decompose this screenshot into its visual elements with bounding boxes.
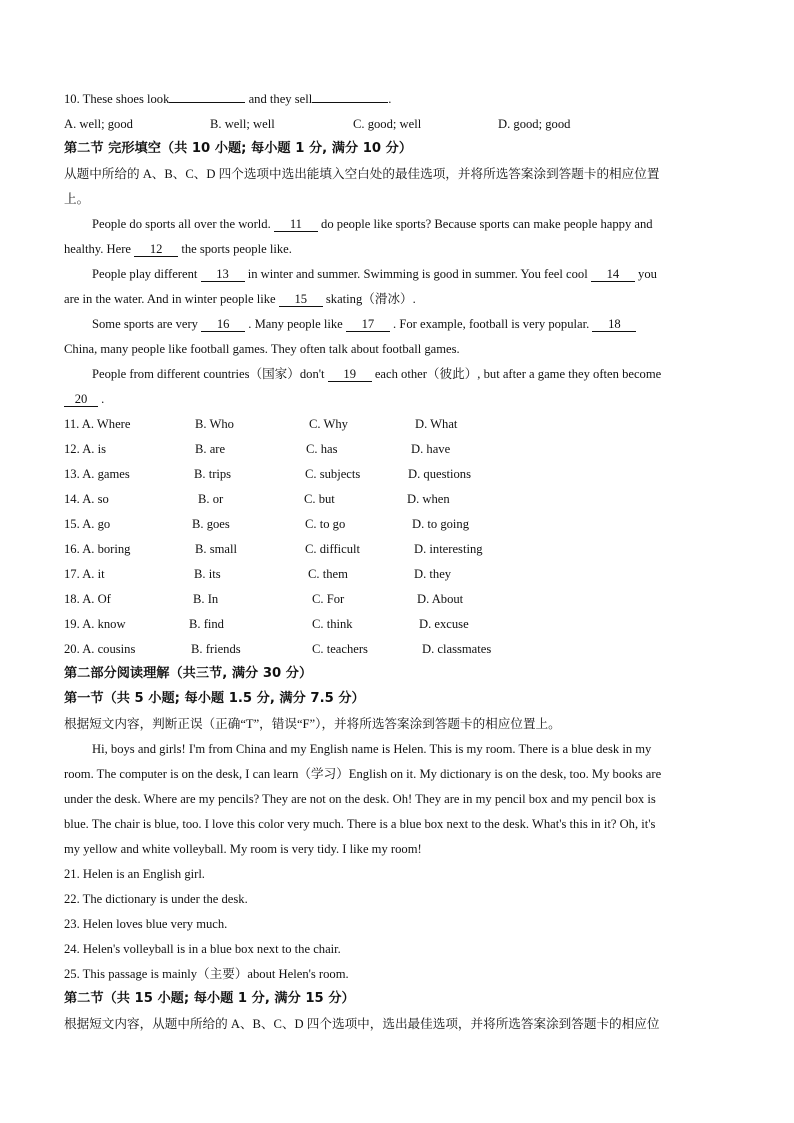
section-heading: 第一节（共 5 小题; 每小题 1.5 分, 满分 7.5 分） <box>64 691 365 706</box>
option-b: B. In <box>193 592 219 606</box>
option-d: D. interesting <box>414 542 483 556</box>
option-a: 11. A. Where <box>64 417 131 431</box>
option-d: D. questions <box>408 467 471 481</box>
section-heading: 第二节（共 15 小题; 每小题 1 分, 满分 15 分） <box>64 991 355 1006</box>
text-segment: healthy. Here <box>64 242 132 256</box>
blank-19: 19 <box>328 367 372 382</box>
statement-23: 23. Helen loves blue very much. <box>64 917 228 931</box>
option-a: 13. A. games <box>64 467 130 481</box>
blank-18: 18 <box>592 317 636 332</box>
option-a: 20. A. cousins <box>64 642 136 656</box>
option-d: D. About <box>417 592 464 606</box>
stem-text: . <box>388 92 392 106</box>
option-c: C. subjects <box>305 467 361 481</box>
text-segment: the sports people like. <box>181 242 292 256</box>
cloze-line <box>92 316 636 332</box>
option-c: C. think <box>312 617 353 631</box>
cloze-line <box>64 241 292 257</box>
option-b: B. goes <box>192 517 230 531</box>
option-c: C. has <box>306 442 338 456</box>
option-d: D. when <box>407 492 450 506</box>
statement-21: 21. Helen is an English girl. <box>64 867 205 881</box>
option-d: D. excuse <box>419 617 469 631</box>
option-c: C. good; well <box>353 117 422 131</box>
option-c: C. teachers <box>312 642 368 656</box>
option-c: C. Why <box>309 417 348 431</box>
cloze-line <box>92 266 657 282</box>
passage-line: my yellow and white volleyball. My room is very tidy. I like my room! <box>64 842 422 856</box>
blank-11: 11 <box>274 217 318 232</box>
cloze-line <box>64 291 416 307</box>
text-segment: each other（彼此）, but after a game they often become <box>374 367 662 381</box>
option-b: B. well; well <box>210 117 275 131</box>
option-b: B. Who <box>195 417 234 431</box>
text-segment: are in the water. And in winter people like <box>64 292 276 306</box>
option-b: B. are <box>195 442 226 456</box>
option-c: C. difficult <box>305 542 361 556</box>
blank-15: 15 <box>279 292 323 307</box>
passage-line: Hi, boys and girls! I'm from China and my English name is Helen. This is my room. There is a blue desk in my <box>92 742 652 756</box>
text-segment: Some sports are very <box>92 317 198 331</box>
stem-text: 10. These shoes look <box>64 92 170 106</box>
text-segment: . <box>101 392 105 406</box>
blank-13: 13 <box>201 267 245 282</box>
option-d: D. classmates <box>422 642 492 656</box>
option-a: 19. A. know <box>64 617 126 631</box>
option-b: B. its <box>194 567 221 581</box>
section-heading: 第二节 完形填空（共 10 小题; 每小题 1 分, 满分 10 分） <box>64 141 413 156</box>
cloze-line: China, many people like football games. They often talk about football games. <box>64 342 460 356</box>
text-segment: . For example, football is very popular. <box>393 317 590 331</box>
option-a: A. well; good <box>64 117 133 131</box>
part-heading: 第二部分阅读理解（共三节, 满分 30 分） <box>64 666 313 681</box>
option-a: 16. A. boring <box>64 542 131 556</box>
text-segment: People from different countries（国家）don't <box>92 367 325 381</box>
option-b: B. small <box>195 542 237 556</box>
option-d: D. they <box>414 567 452 581</box>
text-segment: People do sports all over the world. <box>92 217 271 231</box>
blank-17: 17 <box>346 317 390 332</box>
statement-24: 24. Helen's volleyball is in a blue box next to the chair. <box>64 942 341 956</box>
text-segment: . Many people like <box>248 317 343 331</box>
blank-12: 12 <box>134 242 178 257</box>
text-segment: do people like sports? Because sports can make people happy and <box>321 217 653 231</box>
cloze-line <box>64 391 104 407</box>
blank-20: 20 <box>64 392 98 407</box>
option-d: D. to going <box>412 517 470 531</box>
option-b: B. trips <box>194 467 232 481</box>
text-segment: skating（滑冰）. <box>325 292 416 306</box>
question-10-stem <box>64 91 391 107</box>
text-segment: you <box>638 267 657 281</box>
section-instruction: 根据短文内容，判断正误（正确“T”，错误“F”），并将所选答案涂到答题卡的相应位置上。 <box>64 717 561 731</box>
text-segment: People play different <box>92 267 198 281</box>
cloze-line <box>92 366 661 382</box>
option-c: C. but <box>304 492 335 506</box>
option-b: B. find <box>189 617 224 631</box>
cloze-line <box>92 216 653 232</box>
text-segment: in winter and summer. Swimming is good in summer. You feel cool <box>247 267 588 281</box>
blank-16: 16 <box>201 317 245 332</box>
statement-25: 25. This passage is mainly（主要）about Helen's room. <box>64 967 349 981</box>
option-d: D. have <box>411 442 451 456</box>
answer-blank <box>312 102 388 103</box>
statement-22: 22. The dictionary is under the desk. <box>64 892 248 906</box>
option-a: 18. A. Of <box>64 592 111 606</box>
section-instruction: 上。 <box>64 192 90 206</box>
section-instruction: 从题中所给的 A、B、C、D 四个选项中选出能填入空白处的最佳选项，并将所选答案涂到答题卡的相应位置 <box>64 167 660 181</box>
option-a: 15. A. go <box>64 517 111 531</box>
option-b: B. friends <box>191 642 241 656</box>
passage-line: room. The computer is on the desk, I can learn（学习）English on it. My dictionary is on the desk, too. My books are <box>64 767 662 781</box>
option-d: D. good; good <box>498 117 571 131</box>
option-c: C. to go <box>305 517 346 531</box>
passage-line: under the desk. Where are my pencils? They are not on the desk. Oh! They are in my pencil box and my pencil box is <box>64 792 656 806</box>
option-c: C. them <box>308 567 348 581</box>
option-a: 12. A. is <box>64 442 106 456</box>
option-c: C. For <box>312 592 345 606</box>
section-instruction: 根据短文内容，从题中所给的 A、B、C、D 四个选项中，选出最佳选项，并将所选答案涂到答题卡的相应位 <box>64 1017 660 1031</box>
option-d: D. What <box>415 417 458 431</box>
stem-text: and they sell <box>248 92 313 106</box>
option-b: B. or <box>198 492 224 506</box>
answer-blank <box>169 102 245 103</box>
option-a: 17. A. it <box>64 567 105 581</box>
passage-line: blue. The chair is blue, too. I love this color very much. There is a blue box next to the desk. What's this in it? Oh, it's <box>64 817 656 831</box>
option-a: 14. A. so <box>64 492 109 506</box>
blank-14: 14 <box>591 267 635 282</box>
